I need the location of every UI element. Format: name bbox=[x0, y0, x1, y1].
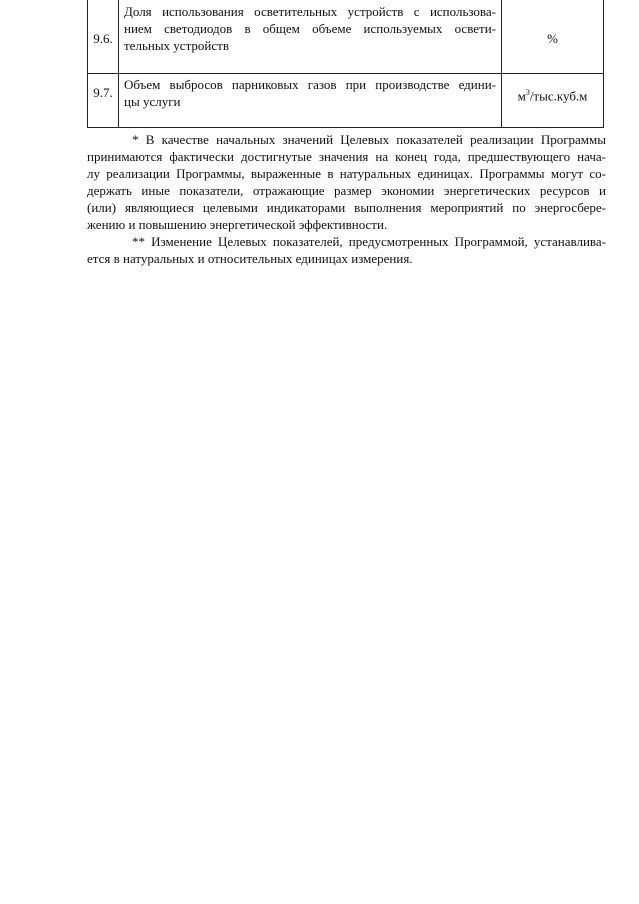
row-number: 9.6. bbox=[88, 0, 119, 74]
footnote-1 bbox=[87, 131, 606, 233]
unit-superscript: 3 bbox=[525, 88, 530, 97]
note-line: держать иные показатели, отражающие размер экономии энергетических ресурсов и bbox=[87, 183, 606, 198]
note-line: лу реализации Программы, выраженные в натуральных единицах. Программы могут со- bbox=[87, 166, 606, 181]
target-indicators-table bbox=[87, 0, 604, 128]
row-description bbox=[119, 74, 502, 128]
footnote-2 bbox=[87, 233, 606, 267]
table-row bbox=[88, 0, 604, 74]
description-line: нием светодиодов в общем объеме используемых освети- bbox=[124, 21, 496, 36]
description-line: цы услуги bbox=[124, 94, 181, 109]
note-line: ** Изменение Целевых показателей, предусмотренных Программой, устанавлива- bbox=[132, 234, 606, 249]
row-unit: % bbox=[502, 0, 604, 74]
unit-rest: /тыс.куб.м bbox=[529, 88, 588, 104]
description-line: тельных устройств bbox=[124, 38, 229, 53]
note-line: ется в натуральных и относительных единицах измерения. bbox=[87, 251, 413, 266]
unit-base: м bbox=[517, 88, 526, 104]
note-line: принимаются фактически достигнутые значения на конец года, предшествующего нача- bbox=[87, 149, 606, 164]
row-number: 9.7. bbox=[88, 74, 119, 128]
description-line: Объем выбросов парниковых газов при производстве едини- bbox=[124, 77, 496, 92]
footnotes bbox=[87, 131, 606, 267]
row-description bbox=[119, 0, 502, 74]
table-row bbox=[88, 74, 604, 128]
description-line: Доля использования осветительных устройств с использова- bbox=[124, 4, 496, 19]
row-unit bbox=[502, 74, 604, 128]
note-line: (или) являющиеся целевыми индикаторами выполнения мероприятий по энергосбере- bbox=[87, 200, 606, 215]
note-line: * В качестве начальных значений Целевых показателей реализации Программы bbox=[132, 132, 606, 147]
note-line: жению и повышению энергетической эффективности. bbox=[87, 217, 388, 232]
